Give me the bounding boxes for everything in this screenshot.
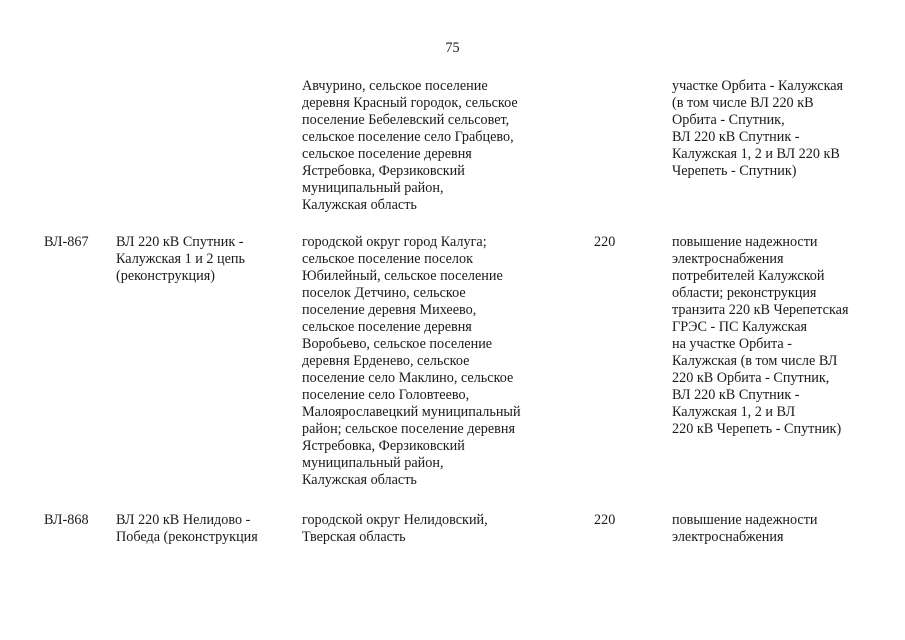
row-name: ВЛ 220 кВ Спутник - Калужская 1 и 2 цепь (реконструкция) [116, 234, 245, 284]
row-voltage: 220 [594, 512, 616, 528]
row-territory: городской округ Нелидовский, Тверская область [302, 512, 488, 545]
row-name: ВЛ 220 кВ Нелидово - Победа (реконструкция [116, 512, 258, 545]
row-code: ВЛ-868 [44, 512, 89, 528]
row-territory: городской округ город Калуга; сельское поселение поселок Юбилейный, сельское поселение поселок Детчино, сельское поселение деревня Михеево, сельское поселение деревня Воробьево, сельское поселение деревня Ерденево, сельское поселение село Маклино, сельское поселение село Головтеево, Малоярославецкий муниципальный район; сельское поселение деревня Ястребовка, Ферзиковский муниципальный район, Калужская область [302, 234, 521, 488]
row-purpose: повышение надежности электроснабжения [672, 512, 818, 545]
page-number: 75 [445, 40, 460, 56]
row-purpose: повышение надежности электроснабжения потребителей Калужской области; реконструкция транзита 220 кВ Черепетская ГРЭС - ПС Калужская на участке Орбита - Калужская (в том числе ВЛ 220 кВ Орбита - Спутник, ВЛ 220 кВ Спутник - Калужская 1, 2 и ВЛ 220 кВ Черепеть - Спутник) [672, 234, 849, 437]
row-voltage: 220 [594, 234, 616, 250]
continuation-purpose: участке Орбита - Калужская (в том числе ВЛ 220 кВ Орбита - Спутник, ВЛ 220 кВ Спутник - Калужская 1, 2 и ВЛ 220 кВ Черепеть - Спутник) [672, 78, 844, 179]
continuation-territory: Авчурино, сельское поселение деревня Красный городок, сельское поселение Бебелевский сельсовет, сельское поселение село Грабцево, сельское поселение деревня Ястребовка, Ферзиковский муниципальный район, Калужская область [302, 78, 518, 213]
row-code: ВЛ-867 [44, 234, 89, 250]
